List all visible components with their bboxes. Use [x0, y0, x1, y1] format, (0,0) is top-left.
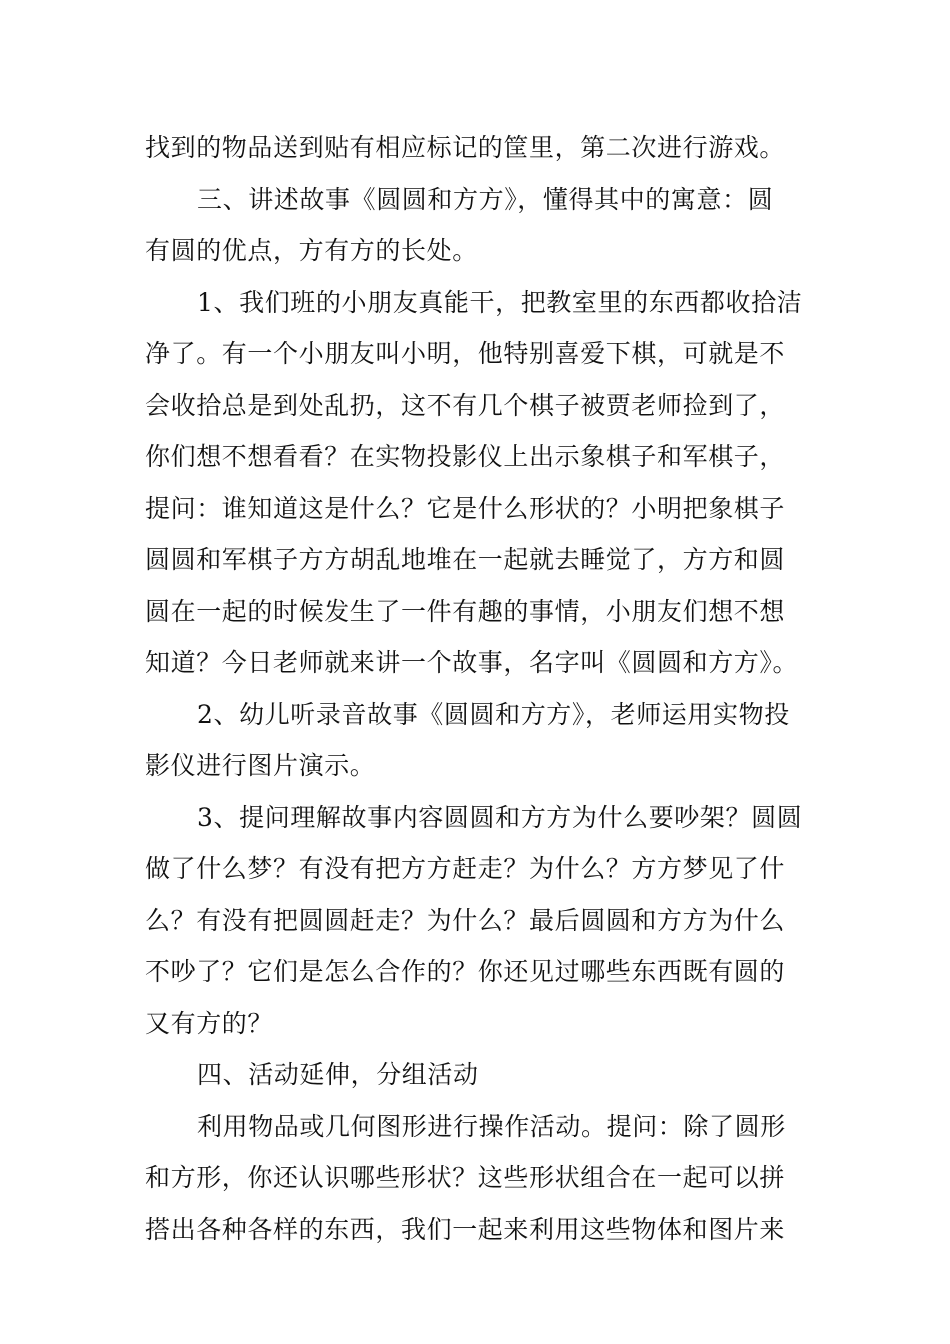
- section-heading: 四、活动延伸，分组活动: [197, 1060, 479, 1089]
- text-line: 又有方的？: [145, 1009, 274, 1038]
- text-line: 利用物品或几何图形进行操作活动。提问：除了圆形: [197, 1112, 786, 1141]
- text-line: 净了。有一个小朋友叫小明，他特别喜爱下棋，可就是不: [145, 339, 786, 368]
- text-line: 知道？今日老师就来讲一个故事，名字叫《圆圆和方方》。: [145, 648, 799, 677]
- text-line: 3、提问理解故事内容圆圆和方方为什么要吵架？圆圆: [197, 803, 803, 832]
- text-line: 1、我们班的小朋友真能干，把教室里的东西都收拾洁: [197, 288, 803, 317]
- text-line: 圆圆和军棋子方方胡乱地堆在一起就去睡觉了，方方和圆: [145, 545, 786, 574]
- text-line: 会收拾总是到处乱扔，这不有几个棋子被贾老师捡到了，: [145, 391, 786, 420]
- text-line: 么？有没有把圆圆赶走？为什么？最后圆圆和方方为什么: [145, 906, 786, 935]
- text-line: 有圆的优点，方有方的长处。: [145, 236, 478, 265]
- text-line: 圆在一起的时候发生了一件有趣的事情，小朋友们想不想: [145, 597, 786, 626]
- text-line: 影仪进行图片演示。: [145, 751, 376, 780]
- section-heading: 三、讲述故事《圆圆和方方》，懂得其中的寓意：圆: [197, 185, 774, 214]
- text-line: 搭出各种各样的东西，我们一起来利用这些物体和图片来: [145, 1215, 786, 1244]
- text-line: 2、幼儿听录音故事《圆圆和方方》，老师运用实物投: [197, 700, 790, 729]
- text-line: 提问：谁知道这是什么？它是什么形状的？小明把象棋子: [145, 494, 786, 523]
- text-line: 不吵了？它们是怎么合作的？你还见过哪些东西既有圆的: [145, 957, 786, 986]
- text-line: 找到的物品送到贴有相应标记的筐里，第二次进行游戏。: [145, 133, 786, 162]
- text-line: 你们想不想看看？在实物投影仪上出示象棋子和军棋子，: [145, 442, 786, 471]
- text-line: 和方形，你还认识哪些形状？这些形状组合在一起可以拼: [145, 1163, 786, 1192]
- text-line: 做了什么梦？有没有把方方赶走？为什么？方方梦见了什: [145, 854, 786, 883]
